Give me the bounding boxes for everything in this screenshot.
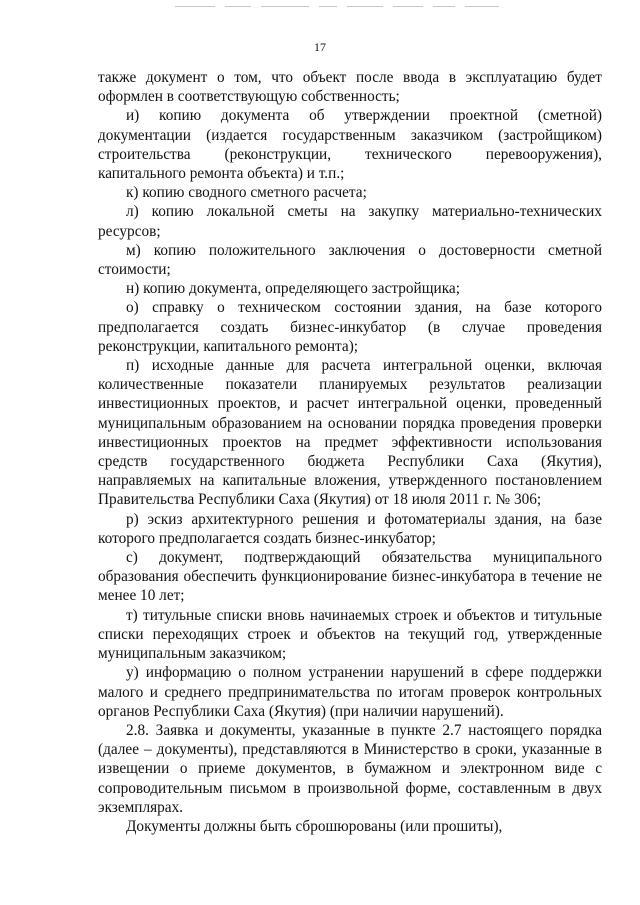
page-number: 17 — [314, 40, 326, 54]
paragraph-continuation: также документ о том, что объект после ввода в эксплуатацию будет оформлен в соответствующую собственность; — [98, 69, 602, 106]
list-item-u: у) информацию о полном устранении нарушений в сфере поддержки малого и среднего предпринимательства по итогам проверок контрольных органов Республики Саха (Якутия) (при наличии нарушений). — [98, 664, 602, 720]
list-item-m: м) копию положительного заключения о достоверности сметной стоимости; — [98, 241, 602, 279]
list-item-k: к) копию сводного сметного расчета; — [126, 184, 367, 202]
list-item-i: и) копию документа об утверждении проектной (сметной) документации (издается государственным заказчиком (застройщиком) строительства (реконструкции, технического перевооружения), капитального ремонта объекта) и т.п.; — [98, 107, 602, 183]
list-item-p: п) исходные данные для расчета интегральной оценки, включая количественные показатели планируемых результатов реализации инвестиционных проектов, и расчет интегральной оценки, проведенный муниципальным образованием на основании порядка проведения проверки инвестиционных проектов на предмет эффективности использования средств государственного бюджета Республики Саха (Якутия), направляемых на капитальные вложения, утвержденного постановлением Правительства Республики Саха (Якутия) от 18 июля 2011 г. № 306; — [98, 357, 602, 509]
list-item-o: о) справку о техническом состоянии здания, на базе которого предполагается создать бизнес-инкубатор (в случае проведения реконструкции, капитального ремонта); — [98, 299, 602, 355]
list-item-t: т) титульные списки вновь начинаемых строек и объектов и титульные списки переходящих строек и объектов на текущий год, утвержденные муниципальным заказчиком; — [98, 606, 602, 663]
documents-bound-paragraph: Документы должны быть сброшюрованы (или прошиты), — [126, 817, 503, 835]
list-item-r: р) эскиз архитектурного решения и фотоматериалы здания, на базе которого предполагается создать бизнес-инкубатор; — [98, 510, 602, 547]
document-body — [98, 68, 602, 836]
list-item-l: л) копию локальной сметы на закупку материально-технических ресурсов; — [98, 203, 602, 240]
list-item-s: с) документ, подтверждающий обязательства муниципального образования обеспечить функционирование бизнес-инкубатора в течение не менее 10 лет; — [98, 549, 602, 605]
section-2-8-paragraph: 2.8. Заявка и документы, указанные в пункте 2.7 настоящего порядка (далее – документы), представляются в Министерство в сроки, указанные в извещении о приеме документов, в бумажном и электронном виде с сопроводительным письмом в произвольной форме, составленным в двух экземплярах. — [98, 721, 602, 816]
scan-artifact-marks — [175, 2, 505, 10]
list-item-n: н) копию документа, определяющего застройщика; — [126, 280, 460, 298]
